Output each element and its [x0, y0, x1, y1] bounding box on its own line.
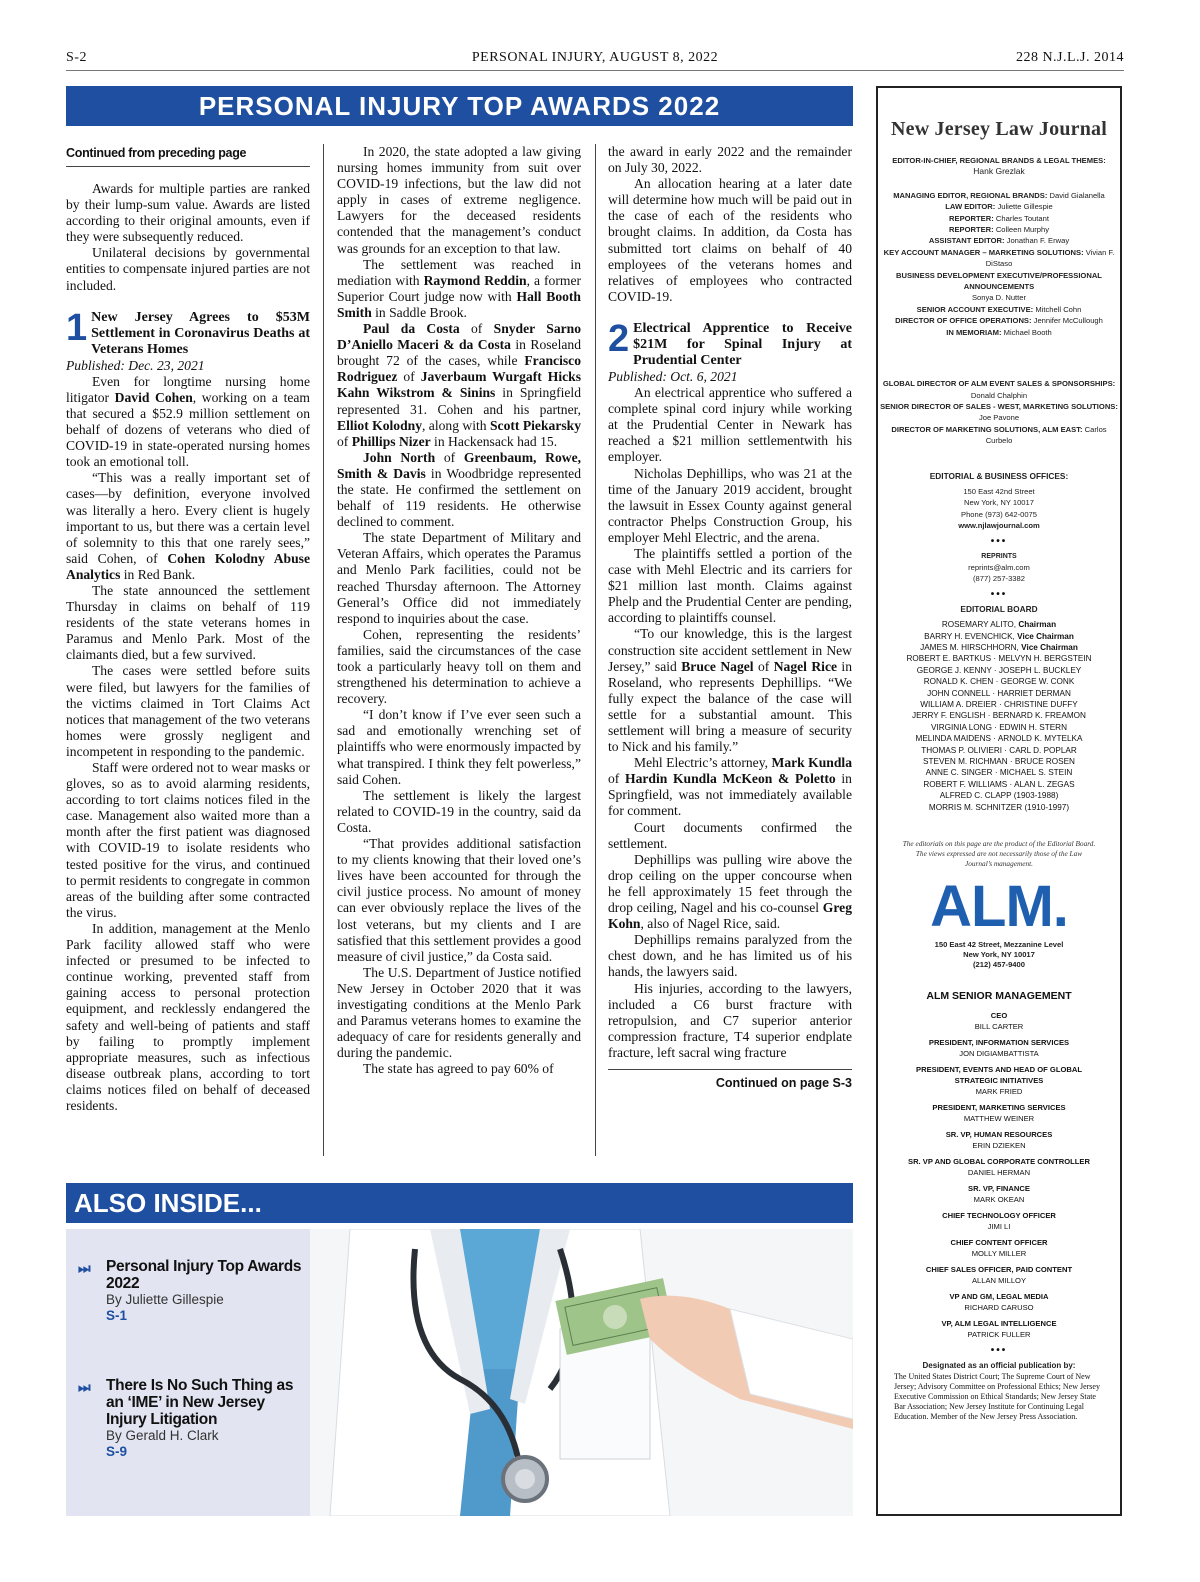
bold-name: David Cohen: [114, 389, 193, 405]
board-member: JOHN CONNELL · HARRIET DERMAN: [927, 688, 1071, 698]
story-heading-1: [66, 306, 310, 358]
paragraph: “To our knowledge, this is the largest construction site accident settlement in New Jersey,” said Bruce Nagel of Nagel Rice in Roseland, who represents Dephillips. “We fully expect the balance of the case will settle for a substantial amount. This settlement will bring a measure of security to Nick and his family.”: [608, 626, 853, 755]
board-member: BARRY H. EVENCHICK, Vice Chairman: [924, 631, 1074, 641]
separator-dots: •••: [990, 535, 1008, 547]
alm-logo: ALM.: [930, 874, 1068, 940]
paragraph: In 2020, the state adopted a law giving nursing homes immunity from suit over COVID-19 infections, but the law did not apply in cases of extreme negligence. Lawyers for the deceased residents contended that the management’s conduct was grounds for an exception to that law.: [337, 144, 581, 256]
paragraph: Unilateral decisions by governmental entities to compensate injured parties are not included.: [66, 245, 310, 293]
paragraph: Awards for multiple parties are ranked by their lump-sum value. Awards are listed according to their original amounts, even if they were subsequently reduced.: [66, 181, 310, 245]
paragraph: Cohen, representing the residents’ families, said the circumstances of the case took a particularly heavy toll on them and strengthened his determination to achieve a recovery.: [337, 626, 581, 707]
website-link[interactable]: www.njlawjournal.com: [958, 521, 1040, 531]
office-line: 150 East 42nd Street: [963, 486, 1035, 496]
paragraph: “That provides additional satisfaction to my clients knowing that their loved one’s lives have been accounted for through the civil justice process. No amount of money can ever obviously replace the lives of the lost veterans, but my clients and I are satisfied that this settlement provides a good measure of civil justice,” da Costa said.: [337, 836, 581, 964]
staff-line: DIRECTOR OF OFFICE OPERATIONS: Jennifer McCullough: [895, 316, 1103, 326]
paragraph: “I don’t know if I’ve ever seen such a sad and emotionally wrenching set of plaintiffs who were enormously impacted by what transpired. I think they felt powerless,” said Cohen.: [337, 707, 581, 787]
paragraph: Mehl Electric’s attorney, Mark Kundla of Hardin Kundla McKeon & Poletto in Springfield, was not immediately available for comment.: [608, 755, 852, 819]
doctor-money-photo: [310, 1229, 853, 1516]
paragraph: Even for longtime nursing home litigator David Cohen, working on a team that secured a $52.9 million settlement on behalf of dozens of veterans who died of COVID-19 in state-operated nursing homes took an emotional toll.: [66, 373, 310, 470]
sales-line: SENIOR DIRECTOR OF SALES - WEST, MARKETING SOLUTIONS: Joe Pavone: [880, 401, 1118, 423]
section-banner: PERSONAL INJURY TOP AWARDS 2022: [66, 86, 853, 126]
paragraph: Paul da Costa of Snyder Sarno D’Aniello Maceri & da Costa in Roseland brought 72 of the cases, while Francisco Rodriguez of Javerbaum Wurgaft Hicks Kahn Wikstrom & Sinins in Springfield represented 31. Cohen and his partner, Elliot Kolodny, along with Scott Piekarsky of Phillips Nizer in Hackensack had 15.: [337, 321, 582, 449]
management-entry: PRESIDENT, EVENTS AND HEAD OF GLOBAL STRATEGIC INITIATIVES MARK FRIED: [916, 1065, 1082, 1097]
alm-address: 150 East 42 Street, Mezzanine Level New York, NY 10017 (212) 457-9400: [934, 940, 1064, 970]
separator-dots: •••: [990, 1345, 1008, 1357]
header-rule: [66, 70, 1124, 71]
board-member: THOMAS P. OLIVIERI · CARL D. POPLAR: [921, 745, 1077, 755]
paragraph: “This was a really important set of cases—by definition, everyone involved was literally a hero. Every client is hugely important to us, but there was a certain level of solemnity to this that one rarely sees,” said Cohen, of Cohen Kolodny Abuse Analytics in Red Bank.: [66, 470, 310, 582]
volume-citation: 228 N.J.L.J. 2014: [1015, 50, 1124, 65]
column-divider: [323, 144, 324, 1156]
management-list: [878, 1010, 1120, 1340]
management-entry: SR. VP, FINANCE MARK OKEAN: [968, 1184, 1030, 1205]
board-member: WILLIAM A. DREIER · CHRISTINE DUFFY: [920, 700, 1078, 710]
skip-forward-icon: ⏭: [78, 1379, 91, 1395]
staff-line: Sonya D. Nutter: [971, 293, 1027, 303]
management-entry: CHIEF CONTENT OFFICER MOLLY MILLER: [950, 1238, 1048, 1259]
running-title: PERSONAL INJURY, AUGUST 8, 2022: [471, 50, 719, 65]
management-entry: CEO BILL CARTER: [974, 1011, 1024, 1032]
designated-text: The United States District Court; The Supreme Court of New Jersey; Advisory Committee on Professional Ethics; New Jersey Executive Commission on Ethical Standards; New Jersey State Bar Association; New Jersey Institute for Continuing Legal Education. Member of the New Jersey Press Association.: [894, 1371, 1100, 1421]
office-line: Phone (973) 642-0075: [961, 509, 1037, 519]
staff-list: [878, 190, 1120, 338]
paragraph: The U.S. Department of Justice notified New Jersey in October 2020 that it was investigating conditions at the Menlo Park and Paramus veterans homes to examine the adequacy of care for residents generally and during the pandemic.: [337, 964, 581, 1061]
editorial-note: The editorials on this page are the product of the Editorial Board. The views expressed are not necessarily those of the Law Journal’s management.: [902, 839, 1096, 869]
continued-from-label: Continued from preceding page: [66, 144, 310, 167]
staff-name: Hank Grezlak: [973, 166, 1025, 177]
board-member: ALFRED C. CLAPP (1903-1988): [939, 791, 1059, 801]
offices-block: [878, 471, 1120, 532]
staff-line: REPORTER: Charles Toutant: [949, 213, 1049, 223]
story-number: 1: [66, 306, 88, 349]
also-inside-page: S-1: [106, 1308, 128, 1323]
sales-line: GLOBAL DIRECTOR OF ALM EVENT SALES & SPONSORSHIPS: Donald Chalphin: [882, 379, 1116, 400]
paragraph: The state Department of Military and Veteran Affairs, which operates the Paramus and Menlo Park facilities, could not be reached Thursday afternoon. The Attorney General’s Office did not immediately respond to inquiries about the case.: [337, 530, 581, 626]
reprints-email[interactable]: reprints@alm.com: [968, 562, 1030, 572]
board-member: MORRIS M. SCHNITZER (1910-1997): [928, 802, 1070, 812]
board-member: JERRY F. ENGLISH · BERNARD K. FREAMON: [912, 711, 1086, 721]
also-inside-item[interactable]: [78, 1258, 308, 1323]
board-member: ROBERT E. BARTKUS · MELVYN H. BERGSTEIN: [906, 654, 1092, 664]
board-list: [878, 619, 1120, 813]
story-title: Electrical Apprentice to Receive $21M for Spinal Injury at Prudential Center: [633, 320, 852, 368]
management-entry: PRESIDENT, MARKETING SERVICES MATTHEW WEINER: [932, 1103, 1066, 1124]
management-entry: CHIEF SALES OFFICER, PAID CONTENT ALLAN MILLOY: [925, 1265, 1073, 1286]
office-line: New York, NY 10017: [964, 498, 1034, 508]
paragraph: An electrical apprentice who suffered a complete spinal cord injury while working at the Prudential Center in Newark has reached a $21 million settlementwith his employer.: [608, 385, 852, 465]
paragraph: Court documents confirmed the settlement.: [608, 819, 852, 851]
also-inside-title: Personal Injury Top Awards 2022: [106, 1258, 302, 1292]
management-title: ALM SENIOR MANAGEMENT: [926, 990, 1072, 1003]
board-member: GEORGE J. KENNY · JOSEPH L. BUCKLEY: [916, 665, 1082, 675]
skip-forward-icon: ⏭: [78, 1260, 91, 1276]
board-member: ANNE C. SINGER · MICHAEL S. STEIN: [925, 768, 1073, 778]
story-number: 2: [608, 317, 630, 360]
masthead-sidebar: [876, 86, 1122, 1516]
column-divider: [595, 144, 596, 1156]
reprints-phone: (877) 257-3382: [973, 574, 1025, 584]
paragraph: John North of Greenbaum, Rowe, Smith & Davis in Woodbridge represented the state. He confirmed the settlement on behalf of 119 residents. He otherwise declined to comment.: [337, 449, 581, 530]
paragraph: Staff were ordered not to wear masks or gloves, so as to avoid alarming residents, according to tort claims notices filed in the case. Management also waited more than a month after the first patient was diagnosed with COVID-19 to isolate residents who tested positive for the virus, and continued to permit residents to congregate in common areas of the building after some contracted the virus.: [66, 760, 310, 920]
staff-line: SENIOR ACCOUNT EXECUTIVE: Mitchell Cohn: [916, 304, 1082, 314]
paragraph: In addition, management at the Menlo Park facility allowed staff who were infected or presumed to be infected to continue working, prevented staff from gaining access to personal protection equipment, and recklessly endangered the safety and well-being of patients and staff by failing to promptly implement appropriate measures, such as infectious disease outbreak plans, according to tort claims notices filed on behalf of deceased residents.: [66, 920, 310, 1113]
paragraph: Dephillips remains paralyzed from the chest down, and he has limited us of his hands, the lawyers said.: [608, 932, 852, 980]
offices-title: EDITORIAL & BUSINESS OFFICES:: [929, 470, 1069, 481]
paragraph: The state announced the settlement Thursday in claims on behalf of 119 residents of the state veterans homes in Paramus and Menlo Park. Most of the claimants died, but a few survived.: [66, 582, 310, 663]
staff-line: LAW EDITOR: Juliette Gillespie: [945, 202, 1053, 212]
separator-dots: •••: [990, 588, 1008, 600]
paragraph: The settlement is likely the largest related to COVID-19 in the country, said da Costa.: [337, 787, 581, 835]
sales-line: DIRECTOR OF MARKETING SOLUTIONS, ALM EAST: Carlos Curbelo: [891, 424, 1107, 446]
board-member: ROSEMARY ALITO, Chairman: [941, 620, 1057, 630]
board-member: MELINDA MAIDENS · ARNOLD K. MYTELKA: [915, 734, 1083, 744]
board-member: VIRGINIA LONG · EDWIN H. STERN: [930, 722, 1068, 732]
story-title: New Jersey Agrees to $53M Settlement in Coronavirus Deaths at Veterans Homes: [91, 309, 310, 357]
staff-role: EDITOR-IN-CHIEF, REGIONAL BRANDS & LEGAL THEMES:: [892, 156, 1106, 165]
article-column-1: [66, 144, 310, 1114]
story-heading-2: [608, 317, 852, 369]
reprints-title: REPRINTS: [981, 552, 1017, 560]
staff-line: MANAGING EDITOR, REGIONAL BRANDS: David Gialanella: [893, 190, 1105, 200]
paragraph: The cases were settled before suits were filed, but lawyers for the families of the victims claimed in Tort Claims Act notices that management of the two veterans homes were grossly negligent and incompetent in responding to the pandemic.: [66, 663, 310, 759]
board-member: STEVEN M. RICHMAN · BRUCE ROSEN: [923, 757, 1075, 767]
staff-line: REPORTER: Colleen Murphy: [948, 225, 1050, 235]
also-inside-byline: By Gerald H. Clark: [106, 1428, 219, 1443]
paragraph: the award in early 2022 and the remainder on July 30, 2022.: [608, 144, 852, 176]
management-entry: SR. VP, HUMAN RESOURCES ERIN DZIEKEN: [945, 1130, 1053, 1151]
also-inside-page: S-9: [106, 1444, 128, 1459]
paragraph: His injuries, according to the lawyers, included a C6 burst fracture with retropulsion, and C7 superior anterior compression fracture, T4 superior endplate fracture, left sacral wing fracture: [608, 980, 852, 1060]
management-entry: CHIEF TECHNOLOGY OFFICER JIMI LI: [942, 1211, 1056, 1232]
paragraph: Dephillips was pulling wire above the drop ceiling on the upper concourse when he fell approximately 15 feet through the drop ceiling, Nagel and his co-counsel Greg Kohn, also of Nagel Rice, said.: [608, 851, 852, 932]
also-inside-title: There Is No Such Thing as an ‘IME’ in New Jersey Injury Litigation: [106, 1377, 294, 1428]
bold-name: Cohen Kolodny Abuse Analytics: [66, 550, 310, 582]
management-entry: VP AND GM, LEGAL MEDIA RICHARD CARUSO: [949, 1292, 1049, 1313]
page-number: S-2: [66, 50, 87, 65]
staff-line: BUSINESS DEVELOPMENT EXECUTIVE/PROFESSIONAL ANNOUNCEMENTS: [896, 270, 1102, 292]
published-date: Published: Oct. 6, 2021: [608, 368, 738, 384]
masthead-logo: New Jersey Law Journal: [890, 118, 1108, 140]
paragraph: The state has agreed to pay 60% of: [363, 1061, 554, 1077]
also-inside-bar: ALSO INSIDE...: [66, 1183, 853, 1223]
published-date: Published: Dec. 23, 2021: [66, 357, 205, 373]
paragraph: An allocation hearing at a later date will determine how much will be paid out in the case of each of the residents who brought claims. In addition, da Costa has submitted tort claims on behalf of 40 employees of the veterans homes and relatives of employees who contracted COVID-19.: [608, 176, 852, 304]
board-member: ROBERT F. WILLIAMS · ALAN L. ZEGAS: [923, 779, 1075, 789]
designated-title: Designated as an official publication by:: [922, 1361, 1076, 1371]
board-member: RONALD K. CHEN · GEORGE W. CONK: [923, 677, 1075, 687]
paragraph: The plaintiffs settled a portion of the case with Mehl Electric and its carriers for $21 million last month. Claims against Phelp and the Prudential Center are pending, according to plaintiffs counsel.: [608, 545, 852, 626]
continued-on-link[interactable]: Continued on page S-3: [608, 1069, 852, 1090]
paragraph: The settlement was reached in mediation with Raymond Reddin, a former Superior Court judge now with Hall Booth Smith in Saddle Brook.: [337, 256, 582, 320]
also-inside-byline: By Juliette Gillespie: [106, 1292, 224, 1307]
paragraph: Nicholas Dephillips, who was 21 at the time of the January 2019 accident, brought the lawsuit in Essex County against general contractor Phelps Construction Group, his employer Mehl Electric, and the arena.: [608, 465, 852, 545]
management-entry: SR. VP AND GLOBAL CORPORATE CONTROLLER DANIEL HERMAN: [908, 1157, 1090, 1178]
article-column-3: [608, 144, 852, 1090]
staff-line: IN MEMORIAM: Michael Booth: [946, 327, 1052, 337]
management-entry: PRESIDENT, INFORMATION SERVICES JON DIGIAMBATTISTA: [928, 1038, 1070, 1059]
sales-list: [878, 378, 1120, 446]
management-entry: VP, ALM LEGAL INTELLIGENCE PATRICK FULLER: [941, 1319, 1057, 1340]
board-member: JAMES M. HIRSCHHORN, Vice Chairman: [920, 643, 1078, 652]
article-column-2: [337, 144, 581, 1077]
also-inside-item[interactable]: [78, 1377, 308, 1459]
board-title: EDITORIAL BOARD: [960, 603, 1038, 614]
staff-line: KEY ACCOUNT MANAGER – MARKETING SOLUTIONS: Vivian F. DiStaso: [883, 247, 1115, 269]
staff-line: ASSISTANT EDITOR: Jonathan F. Erway: [928, 236, 1070, 246]
